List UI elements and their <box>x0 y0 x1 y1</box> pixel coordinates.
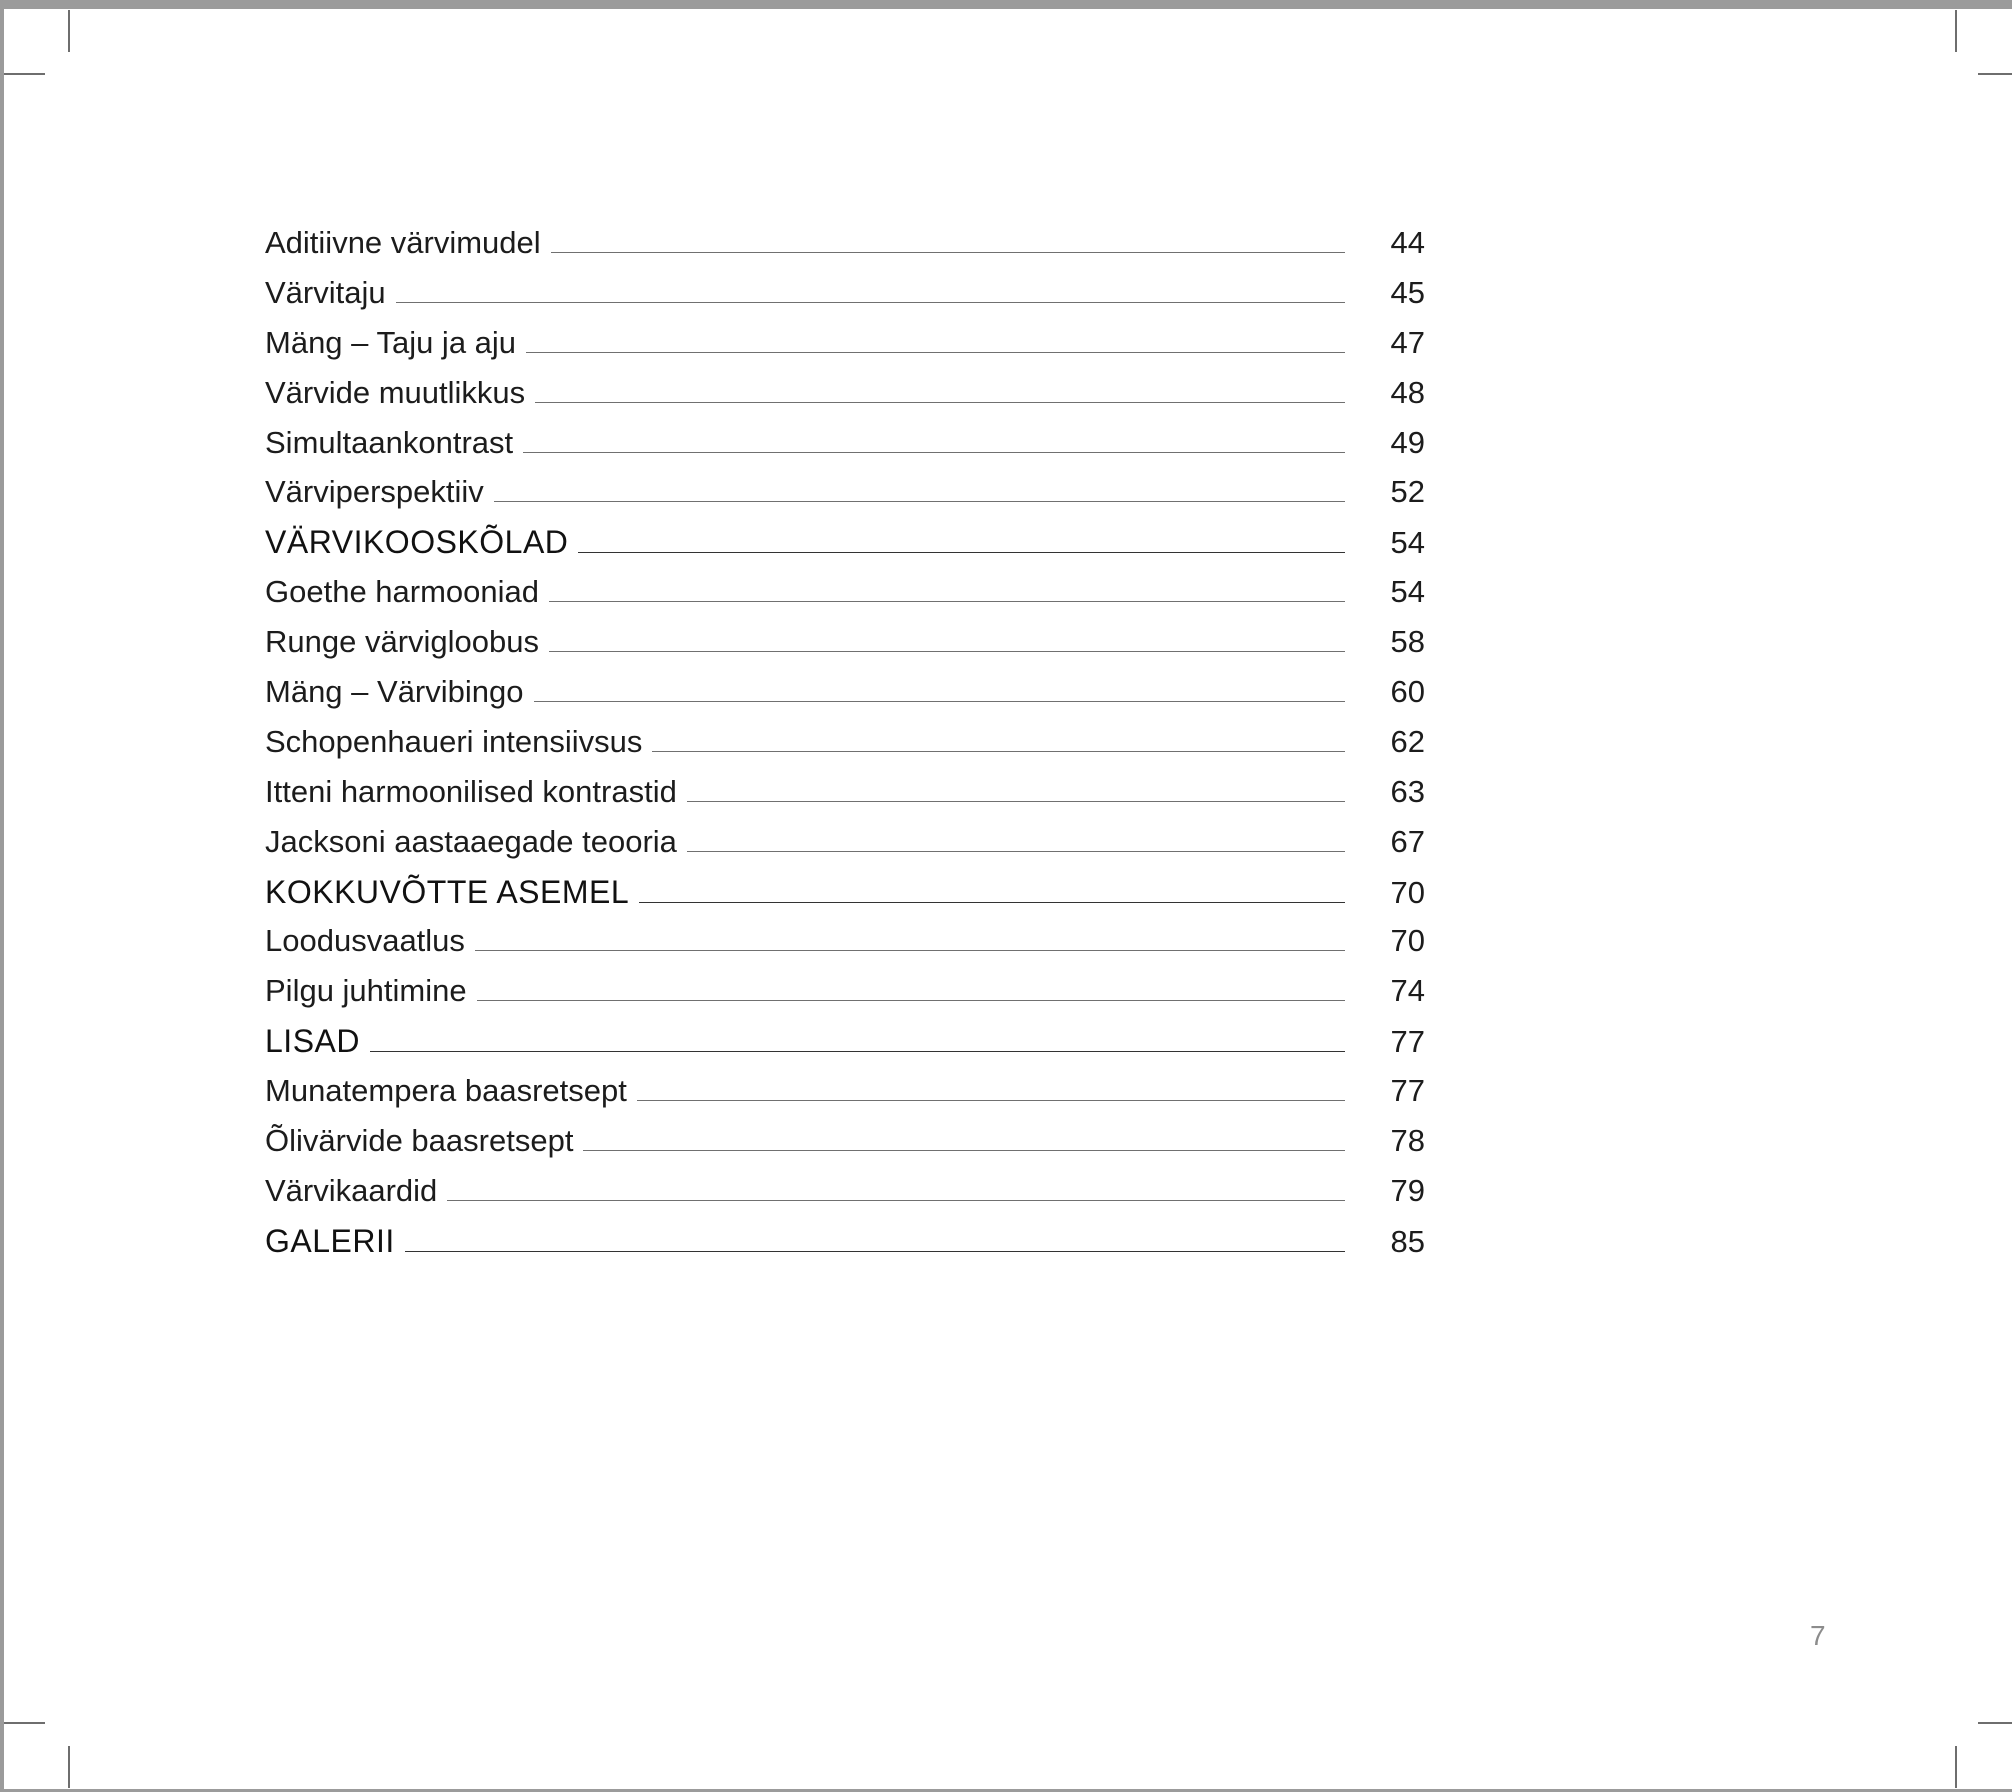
toc-entry-title: Värvikaardid <box>265 1172 438 1208</box>
toc-leader-line <box>447 1200 1345 1201</box>
page-number: 7 <box>1810 1620 1826 1651</box>
toc-entry-page: 45 <box>1390 274 1425 310</box>
toc-leader-line <box>639 902 1345 903</box>
table-of-contents <box>265 225 1425 1273</box>
toc-entry-title: Schopenhaueri intensiivsus <box>265 723 643 759</box>
toc-entry-page: 74 <box>1390 973 1425 1009</box>
toc-entry[interactable] <box>265 375 1425 425</box>
toc-leader-line <box>526 352 1345 353</box>
toc-leader-line <box>578 552 1345 553</box>
toc-entry-page: 54 <box>1390 525 1425 561</box>
toc-entry-page: 44 <box>1390 225 1425 260</box>
toc-entry[interactable] <box>265 724 1425 774</box>
toc-leader-line <box>551 252 1345 253</box>
toc-entry-page: 67 <box>1390 823 1425 859</box>
toc-leader-line <box>583 1150 1345 1151</box>
toc-entry-title: Itteni harmoonilised kontrastid <box>265 773 677 809</box>
toc-leader-line <box>549 601 1345 602</box>
toc-section-heading[interactable] <box>265 1223 1425 1273</box>
toc-section-heading[interactable] <box>265 1023 1425 1073</box>
toc-leader-line <box>687 801 1345 802</box>
toc-entry[interactable] <box>265 275 1425 325</box>
toc-leader-line <box>494 501 1345 502</box>
toc-leader-line <box>523 452 1345 453</box>
toc-entry-page: 49 <box>1390 424 1425 460</box>
toc-leader-line <box>535 402 1345 403</box>
toc-entry-page: 52 <box>1390 474 1425 510</box>
toc-entry-title: GALERII <box>265 1222 395 1259</box>
toc-entry-title: Simultaankontrast <box>265 424 514 460</box>
toc-leader-line <box>687 851 1345 852</box>
toc-entry-title: Värvitaju <box>265 274 386 310</box>
toc-entry-title: Loodusvaatlus <box>265 923 465 959</box>
crop-mark-top-right-horizontal <box>1978 73 2012 75</box>
crop-mark-top-left-horizontal <box>4 73 45 75</box>
crop-mark-top-left-vertical <box>68 10 70 52</box>
toc-entry[interactable] <box>265 774 1425 824</box>
toc-entry-page: 77 <box>1390 1073 1425 1109</box>
toc-entry[interactable] <box>265 325 1425 375</box>
toc-entry-title: Goethe harmooniad <box>265 574 540 610</box>
toc-entry[interactable] <box>265 1173 1425 1223</box>
toc-entry-title: Runge värvigloobus <box>265 624 540 660</box>
toc-entry[interactable] <box>265 923 1425 973</box>
crop-mark-bottom-right-horizontal <box>1978 1722 2012 1724</box>
toc-section-heading[interactable] <box>265 524 1425 574</box>
toc-entry-page: 70 <box>1390 923 1425 959</box>
toc-entry[interactable] <box>265 973 1425 1023</box>
toc-entry-title: Õlivärvide baasretsept <box>265 1123 574 1159</box>
toc-entry-page: 54 <box>1390 574 1425 610</box>
toc-entry-title: Värviperspektiiv <box>265 474 484 510</box>
crop-mark-bottom-left-horizontal <box>4 1722 45 1724</box>
toc-entry-page: 48 <box>1390 374 1425 410</box>
toc-entry-title: Värvide muutlikkus <box>265 374 526 410</box>
toc-entry-page: 85 <box>1390 1223 1425 1259</box>
toc-entry-title: Pilgu juhtimine <box>265 973 467 1009</box>
toc-entry-title: VÄRVIKOOSKÕLAD <box>265 524 569 561</box>
toc-entry-page: 63 <box>1390 773 1425 809</box>
toc-entry-page: 47 <box>1390 324 1425 360</box>
toc-entry[interactable] <box>265 624 1425 674</box>
toc-leader-line <box>405 1251 1345 1252</box>
toc-entry[interactable] <box>265 225 1425 275</box>
viewer-frame-top <box>0 0 2012 9</box>
toc-entry-page: 62 <box>1390 723 1425 759</box>
crop-mark-bottom-right-vertical <box>1955 1746 1957 1788</box>
toc-leader-line <box>475 950 1345 951</box>
toc-entry-title: LISAD <box>265 1023 360 1060</box>
toc-section-heading[interactable] <box>265 874 1425 924</box>
toc-entry-title: Jacksoni aastaaegade teooria <box>265 823 677 859</box>
toc-entry-title: Aditiivne värvimudel <box>265 225 541 260</box>
toc-entry-page: 58 <box>1390 624 1425 660</box>
toc-entry[interactable] <box>265 474 1425 524</box>
toc-entry-page: 70 <box>1390 874 1425 910</box>
viewer-frame-left <box>0 0 4 1792</box>
toc-leader-line <box>637 1100 1345 1101</box>
toc-entry[interactable] <box>265 1123 1425 1173</box>
toc-entry[interactable] <box>265 425 1425 475</box>
toc-leader-line <box>370 1051 1345 1052</box>
toc-entry[interactable] <box>265 674 1425 724</box>
crop-mark-bottom-left-vertical <box>68 1746 70 1788</box>
crop-mark-top-right-vertical <box>1955 10 1957 52</box>
toc-leader-line <box>396 302 1345 303</box>
toc-entry-page: 77 <box>1390 1024 1425 1060</box>
toc-entry-title: Mäng – Värvibingo <box>265 674 524 710</box>
toc-entry-page: 79 <box>1390 1172 1425 1208</box>
toc-entry-title: Mäng – Taju ja aju <box>265 324 517 360</box>
toc-leader-line <box>477 1000 1345 1001</box>
toc-entry-title: KOKKUVÕTTE ASEMEL <box>265 873 630 910</box>
toc-leader-line <box>549 651 1345 652</box>
toc-entry-page: 78 <box>1390 1123 1425 1159</box>
toc-entry-page: 60 <box>1390 674 1425 710</box>
toc-leader-line <box>652 751 1345 752</box>
toc-leader-line <box>534 701 1346 702</box>
toc-entry[interactable] <box>265 824 1425 874</box>
toc-entry[interactable] <box>265 1073 1425 1123</box>
toc-entry[interactable] <box>265 574 1425 624</box>
toc-entry-title: Munatempera baasretsept <box>265 1073 627 1109</box>
